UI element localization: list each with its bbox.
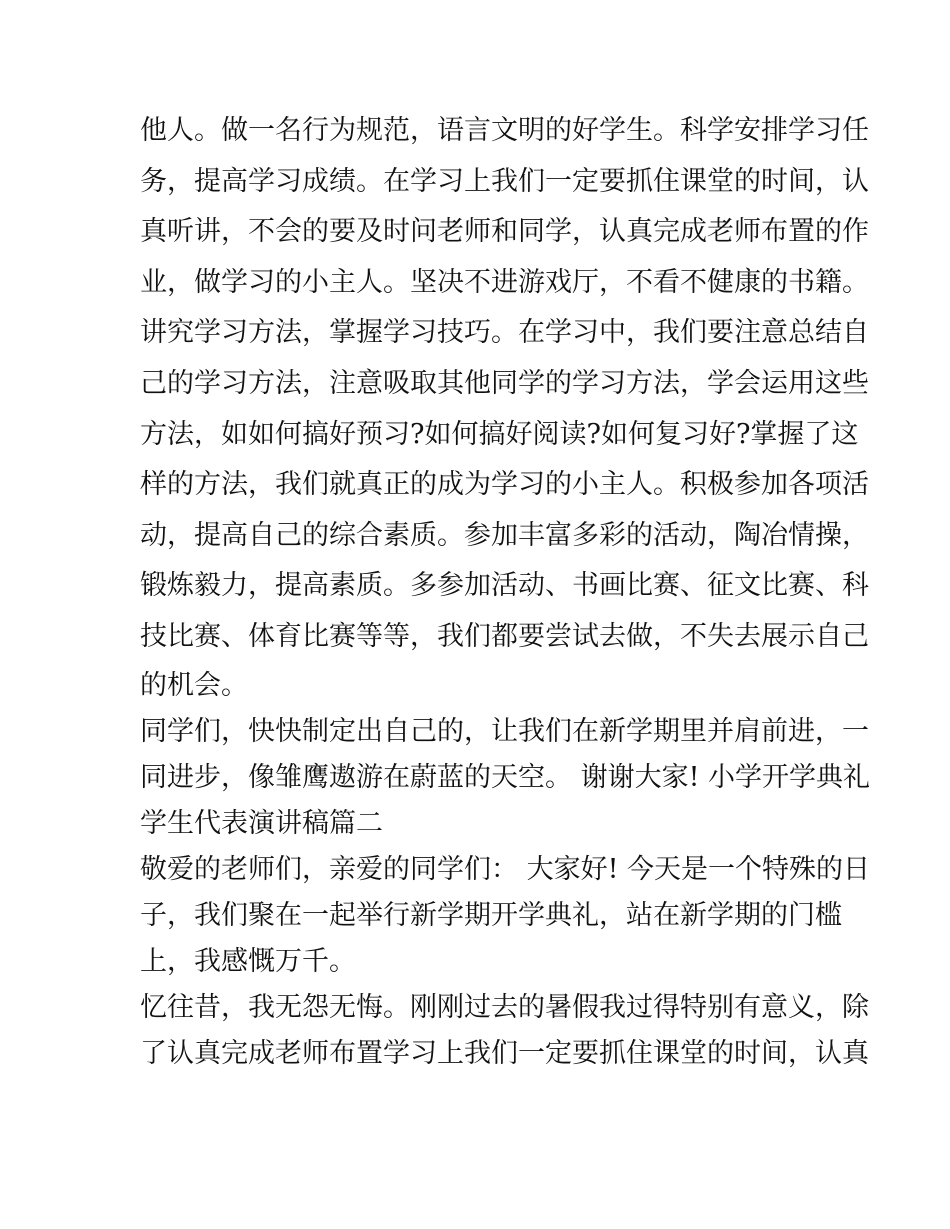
text-line: 上，我感慨万千。 bbox=[140, 945, 356, 977]
text-line: 己的学习方法，注意吸取其他同学的学习方法，学会运用这些 bbox=[140, 367, 869, 399]
text-line: 同学们，快快制定出自己的，让我们在新学期里并肩前进，一 bbox=[140, 715, 869, 747]
text-line: 他人。做一名行为规范，语言文明的好学生。科学安排学习任 bbox=[140, 115, 869, 146]
document-body bbox=[140, 106, 871, 1077]
text-line: 务，提高学习成绩。在学习上我们一定要抓住课堂的时间，认 bbox=[140, 165, 869, 197]
text-line: 忆往昔，我无怨无悔。刚刚过去的暑假我过得特别有意义，除 bbox=[140, 991, 869, 1023]
text-line: 敬爱的老师们，亲爱的同学们： 大家好! 今天是一个特殊的日 bbox=[140, 853, 871, 885]
text-line: 真听讲，不会的要及时问老师和同学，认真完成老师布置的作 bbox=[140, 216, 869, 248]
section-title: 学生代表演讲稿篇二 bbox=[140, 807, 383, 839]
text-line: 了认真完成老师布置学习上我们一定要抓住课堂的时间，认真 bbox=[140, 1037, 869, 1069]
text-line: 讲究学习方法，掌握学习技巧。在学习中，我们要注意总结自 bbox=[140, 317, 869, 349]
text-line: 同进步，像雏鹰遨游在蔚蓝的天空。 谢谢大家! 小学开学典礼 bbox=[140, 761, 871, 793]
text-line: 样的方法，我们就真正的成为学习的小主人。积极参加各项活 bbox=[140, 469, 869, 501]
text-line: 技比赛、体育比赛等等，我们都要尝试去做，不失去展示自己 bbox=[140, 620, 869, 652]
text-line: 方法，如如何搞好预习?如何搞好阅读?如何复习好?掌握了这 bbox=[140, 418, 859, 450]
text-line: 子，我们聚在一起举行新学期开学典礼，站在新学期的门槛 bbox=[140, 899, 842, 931]
text-line: 业，做学习的小主人。坚决不进游戏厅，不看不健康的书籍。 bbox=[140, 266, 869, 298]
text-line: 锻炼毅力，提高素质。多参加活动、书画比赛、征文比赛、科 bbox=[140, 570, 869, 602]
text-line: 的机会。 bbox=[140, 669, 248, 701]
text-line: 动，提高自己的综合素质。参加丰富多彩的活动，陶冶情操， bbox=[140, 519, 869, 551]
